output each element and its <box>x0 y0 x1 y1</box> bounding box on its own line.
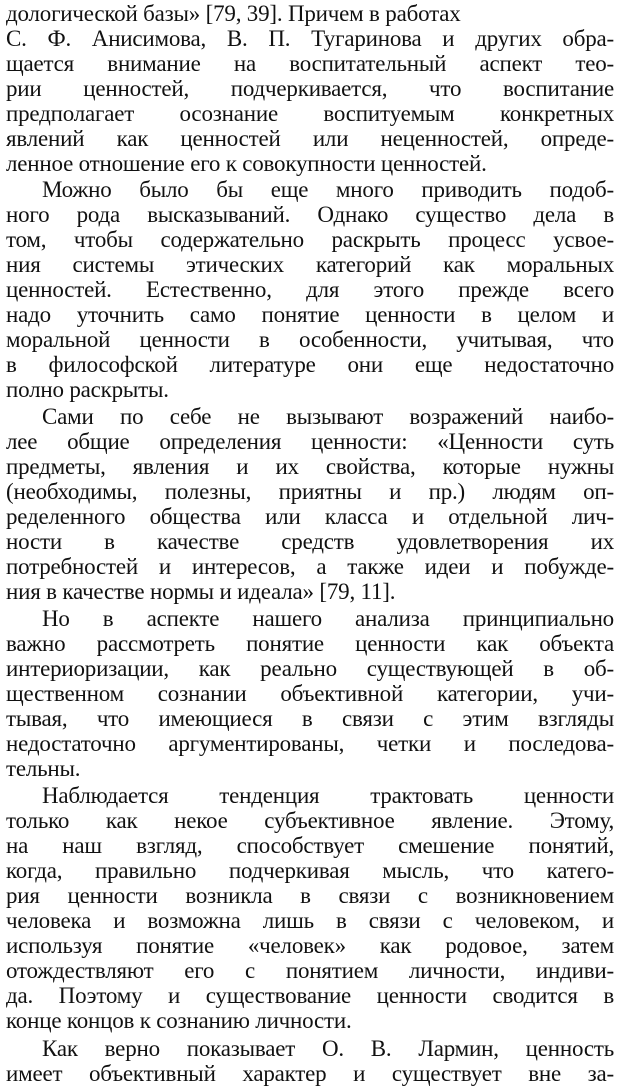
paragraph-first-line: Можно было бы еще много приводить подоб- <box>42 177 614 202</box>
text-line: на наш взгляд, способствует смешение понятий, <box>6 833 614 858</box>
text-line: да. Поэтому и существование ценности сводится в <box>6 983 614 1008</box>
text-line: предметы, явления и их свойства, которые нужны <box>6 454 614 479</box>
text-line: тывая, что имеющиеся в связи с этим взгляды <box>6 706 614 731</box>
text-line: тельны. <box>6 756 81 781</box>
text-line: ности в качестве средств удовлетворения их <box>6 529 614 554</box>
text-line: надо уточнить само понятие ценности в целом и <box>6 302 614 327</box>
text-line: рия ценности возникла в связи с возникновением <box>6 883 614 908</box>
text-line: недостаточно аргументированы, четки и последова- <box>6 731 614 756</box>
text-line: отождествляют его с понятием личности, индиви- <box>6 958 614 983</box>
paragraph-first-line: Как верно показывает О. В. Лармин, ценность <box>42 1036 614 1061</box>
text-line: интериоризации, как реально существующей в об- <box>6 656 614 681</box>
text-line: рии ценностей, подчеркивается, что воспитание <box>6 76 614 101</box>
text-line: только как некое субъективное явление. Этому, <box>6 808 614 833</box>
text-line: щественном сознании объективной категории, учи- <box>6 681 614 706</box>
text-line: полно раскрыты. <box>6 377 169 402</box>
text-line: ния в качестве нормы и идеала» [79, 11]. <box>6 579 396 604</box>
text-line: лее общие определения ценности: «Ценности суть <box>6 429 614 454</box>
text-line: потребностей и интересов, а также идеи и побужде- <box>6 554 614 579</box>
text-line: ния системы этических категорий как моральных <box>6 252 614 277</box>
text-line: моральной ценности в особенности, учитывая, что <box>6 327 614 352</box>
text-line: когда, правильно подчеркивая мысль, что катего- <box>6 858 614 883</box>
text-line: ределенного общества или класса и отдельной лич- <box>6 504 614 529</box>
text-line: ленное отношение его к совокупности ценностей. <box>6 151 487 176</box>
text-line: щается внимание на воспитательный аспект тео- <box>6 51 614 76</box>
text-line: явлений как ценностей или неценностей, опреде- <box>6 126 614 151</box>
text-line: С. Ф. Анисимова, В. П. Тугаринова и других обра- <box>6 26 614 51</box>
text-line: том, чтобы содержательно раскрыть процесс усвое- <box>6 227 614 252</box>
text-line: (необходимы, полезны, приятны и пр.) людям оп- <box>6 479 614 504</box>
text-line: имеет объективный характер и существует вне за- <box>6 1061 614 1086</box>
text-line: важно рассмотреть понятие ценности как объекта <box>6 631 614 656</box>
text-line: человека и возможна лишь в связи с человеком, и <box>6 908 614 933</box>
text-line: дологической базы» [79, 39]. Причем в работах <box>6 1 461 26</box>
text-line: в философской литературе они еще недостаточно <box>6 352 614 377</box>
paragraph-first-line: Но в аспекте нашего анализа принципиально <box>42 606 614 631</box>
text-line: используя понятие «человек» как родовое, затем <box>6 933 614 958</box>
text-line: конце концов к сознанию личности. <box>6 1008 352 1033</box>
text-line: предполагает осознание воспитуемым конкретных <box>6 101 614 126</box>
text-line: ного рода высказываний. Однако существо дела в <box>6 202 614 227</box>
paragraph-first-line: Наблюдается тенденция трактовать ценности <box>42 783 614 808</box>
paragraph-first-line: Сами по себе не вызывают возражений наибо- <box>42 404 614 429</box>
text-line: ценностей. Естественно, для этого прежде всего <box>6 277 614 302</box>
